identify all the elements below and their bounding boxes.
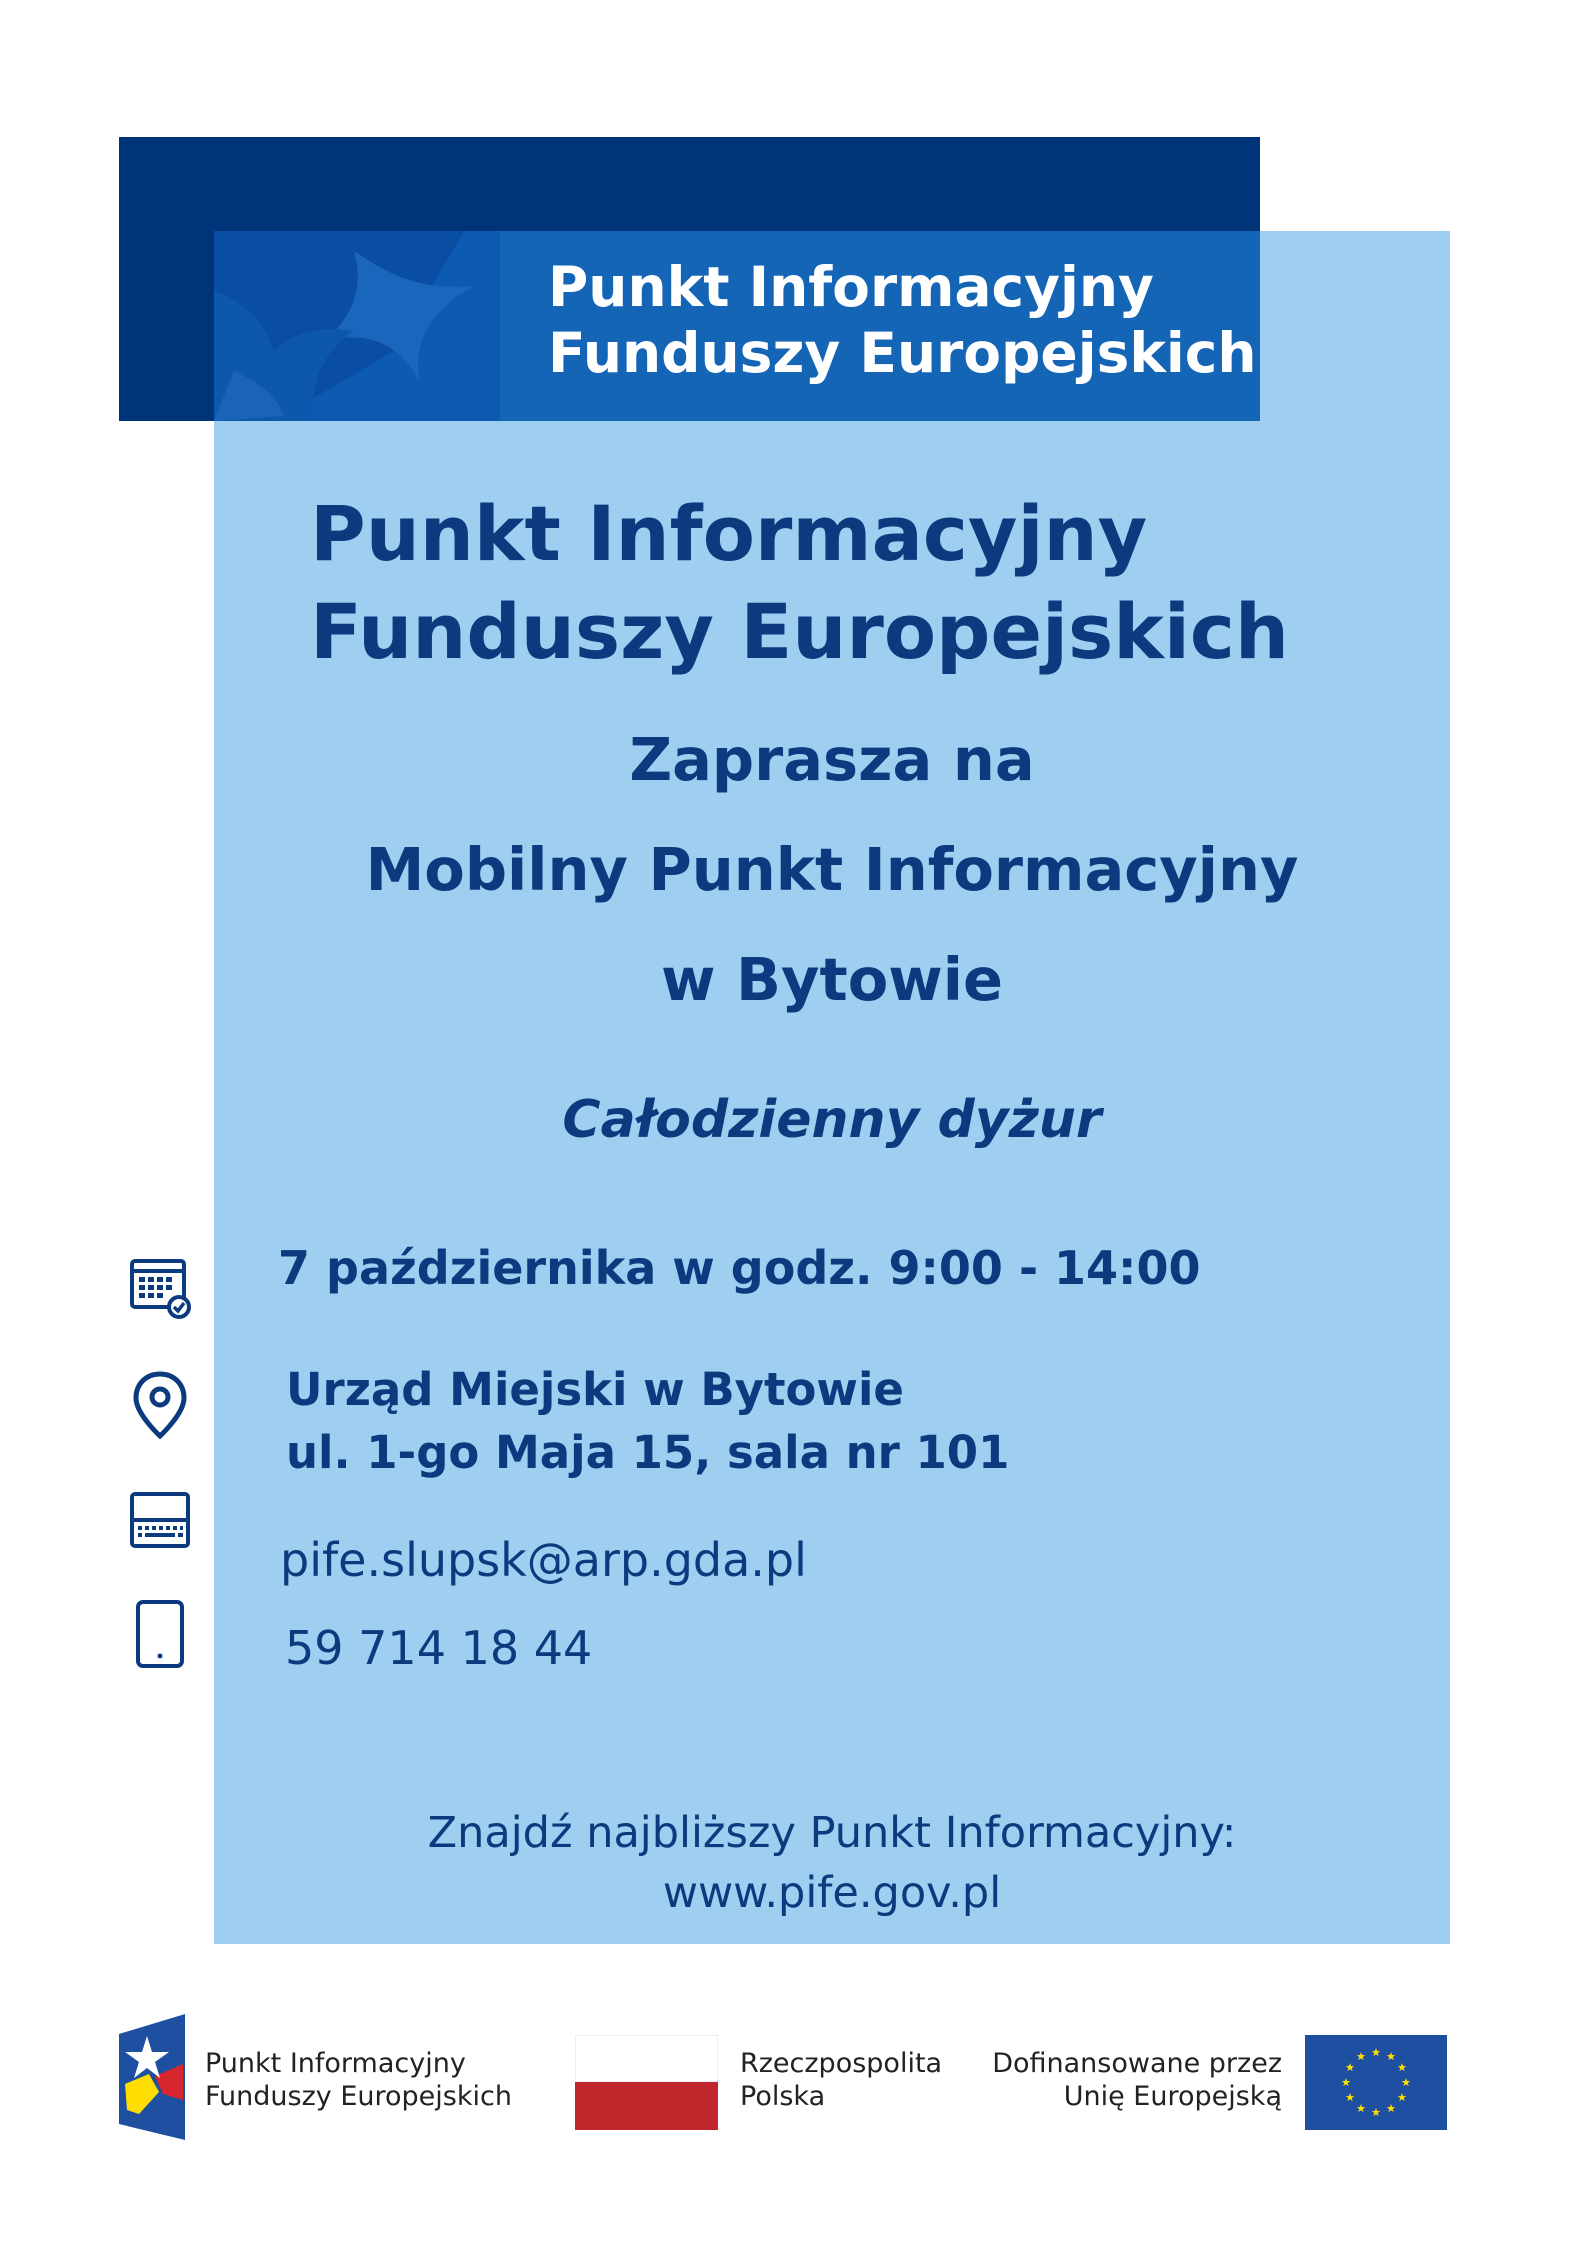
footer-pife-text [205, 2047, 512, 2113]
poland-flag-icon [575, 2035, 718, 2130]
pife-logo-icon [119, 2014, 185, 2140]
footer-pife-line2: Funduszy Europejskich [205, 2081, 512, 2112]
event-address [286, 1358, 1009, 1484]
footer-eu-line1: Dofinansowane przez [992, 2048, 1282, 2079]
header-star-pattern [214, 231, 500, 421]
find-nearest [214, 1803, 1450, 1923]
laptop-icon [128, 1490, 192, 1550]
city-line: w Bytowie [661, 945, 1003, 1014]
footer-pife-line1: Punkt Informacyjny [205, 2048, 466, 2079]
banner-title [548, 254, 1257, 386]
tablet-icon [128, 1598, 192, 1670]
main-title [310, 485, 1289, 681]
duty-label: Całodzienny dyżur [562, 1090, 1102, 1150]
event-date: 7 października w godz. 9:00 - 14:00 [278, 1241, 1201, 1295]
decorative-star-icon [214, 231, 500, 421]
main-title-line1: Punkt Informacyjny [310, 489, 1148, 578]
footer-eu-line2: Unię Europejską [1063, 2081, 1282, 2112]
address-line2: ul. 1-go Maja 15, sala nr 101 [286, 1426, 1010, 1479]
footer-rp-text [740, 2047, 942, 2113]
footer-eu-text [960, 2047, 1282, 2113]
find-nearest-label: Znajdź najbliższy Punkt Informacyjny: [427, 1808, 1237, 1858]
banner-title-line2: Funduszy Europejskich [548, 321, 1257, 385]
mobile-point-line: Mobilny Punkt Informacyjny [365, 835, 1299, 904]
contact-email[interactable]: pife.slupsk@arp.gda.pl [280, 1533, 807, 1587]
main-title-line2: Funduszy Europejskich [310, 587, 1290, 676]
banner-title-line1: Punkt Informacyjny [548, 255, 1154, 319]
eu-flag-icon [1305, 2035, 1447, 2130]
invite-line: Zaprasza na [629, 725, 1035, 794]
footer-rp-line1: Rzeczpospolita [740, 2048, 943, 2079]
location-pin-icon [128, 1370, 192, 1440]
contact-phone[interactable]: 59 714 18 44 [285, 1621, 593, 1675]
website-link[interactable]: www.pife.gov.pl [662, 1868, 1002, 1918]
footer-rp-line2: Polska [740, 2081, 826, 2112]
calendar-icon [128, 1255, 192, 1319]
address-line1: Urząd Miejski w Bytowie [286, 1363, 904, 1416]
